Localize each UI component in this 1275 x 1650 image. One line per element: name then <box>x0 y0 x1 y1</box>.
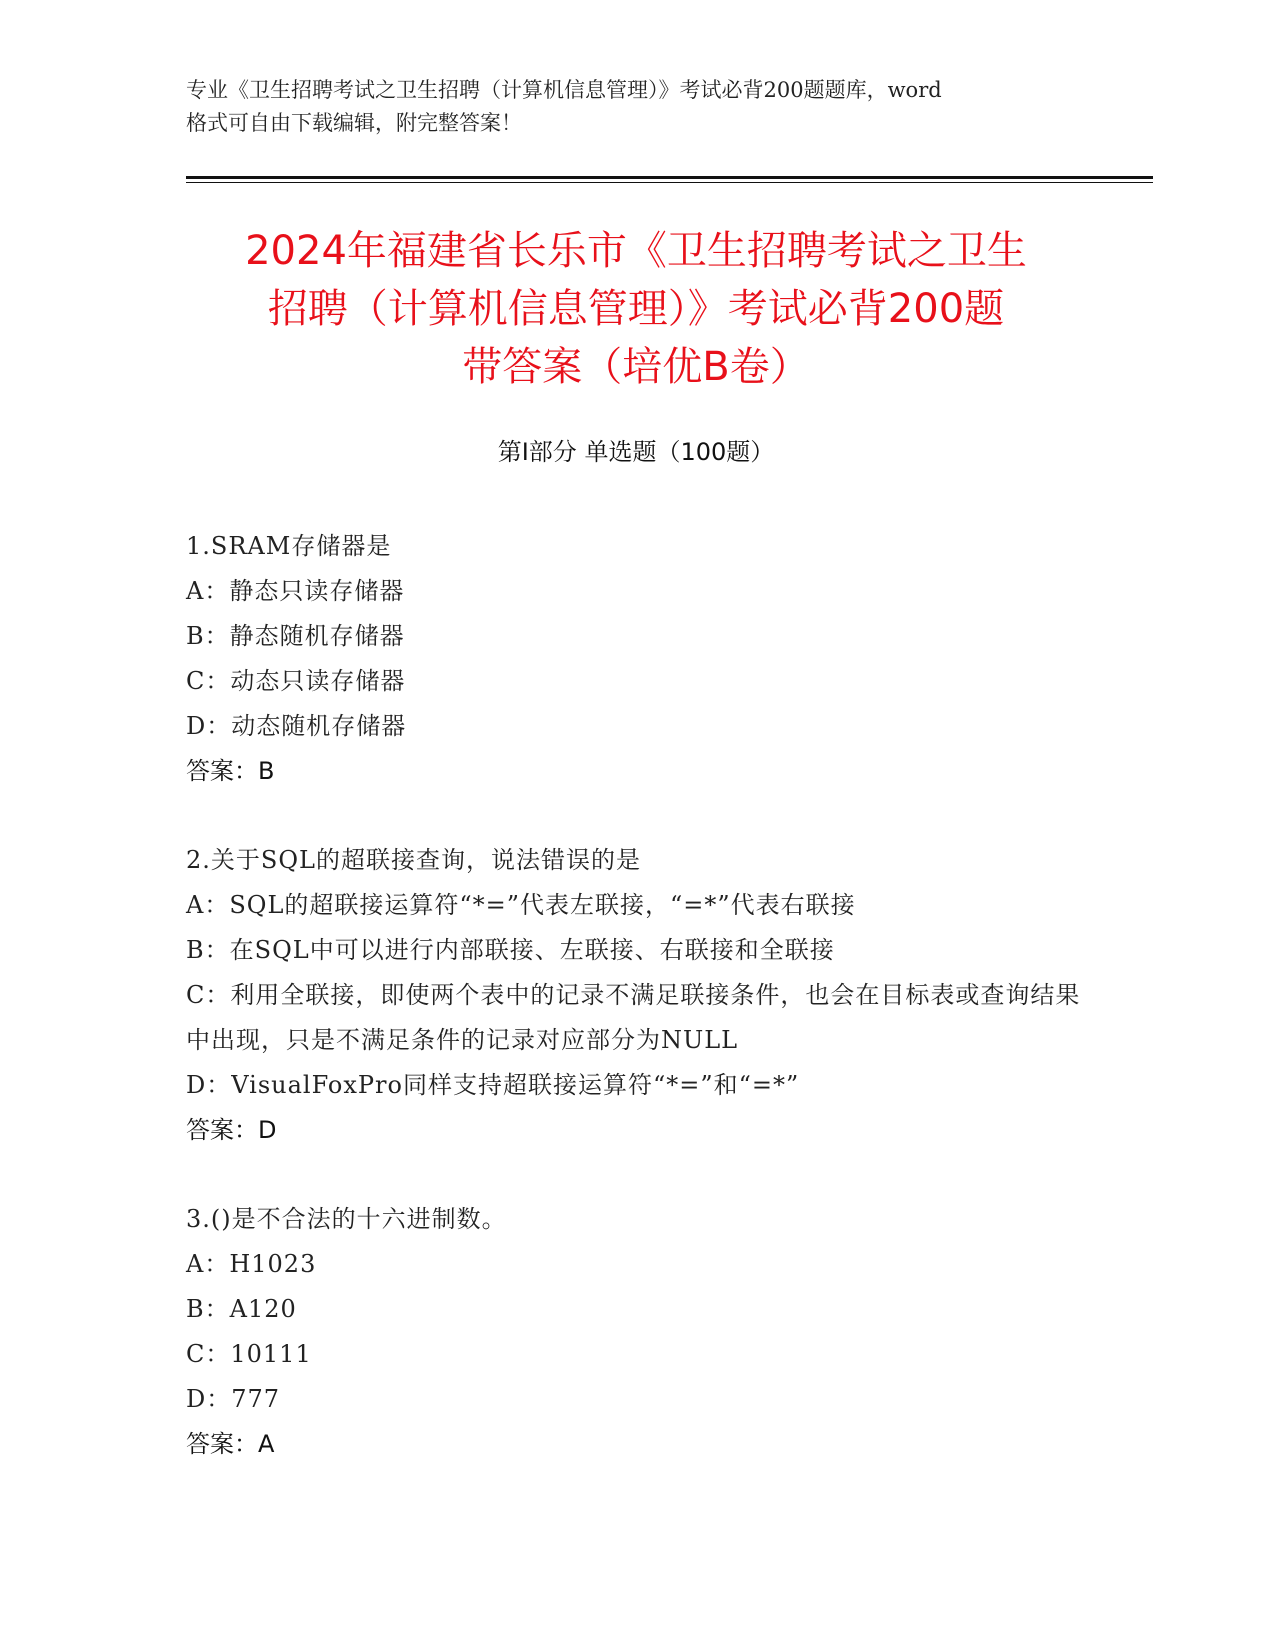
section-title: 第I部分 单选题（100题） <box>497 438 775 466</box>
title-line-1: 2024年福建省长乐市《卫生招聘考试之卫生 <box>245 228 1027 274</box>
option-c: C：动态只读存储器 <box>186 667 406 695</box>
header-note-line-2: 格式可自由下载编辑，附完整答案！ <box>186 111 522 135</box>
header-note <box>186 74 1086 140</box>
header-note-line-1: 专业《卫生招聘考试之卫生招聘（计算机信息管理）》考试必背200题题库，word <box>186 78 942 102</box>
answer-label: 答案：A <box>186 1430 275 1458</box>
option-d: D：VisualFoxPro同样支持超联接运算符“*=”和“=*” <box>186 1071 800 1099</box>
option-a: A：SQL的超联接运算符“*=”代表左联接，“=*”代表右联接 <box>186 891 856 919</box>
option-b: B：在SQL中可以进行内部联接、左联接、右联接和全联接 <box>186 936 835 964</box>
question-stem: 1.SRAM存储器是 <box>186 532 392 560</box>
question-1 <box>186 524 1086 794</box>
question-list <box>186 524 1086 1511</box>
header-rule-thick <box>186 176 1153 179</box>
header-rule-thin <box>186 182 1153 183</box>
option-d: D：777 <box>186 1385 281 1413</box>
option-b: B：A120 <box>186 1295 297 1323</box>
question-2 <box>186 838 1086 1153</box>
option-a: A：静态只读存储器 <box>186 577 405 605</box>
title-line-2: 招聘（计算机信息管理）》考试必背200题 <box>267 286 1005 332</box>
answer-label: 答案：D <box>186 1116 277 1144</box>
option-d: D：动态随机存储器 <box>186 712 407 740</box>
option-c: C：10111 <box>186 1340 312 1368</box>
question-stem: 3.()是不合法的十六进制数。 <box>186 1205 507 1233</box>
option-b: B：静态随机存储器 <box>186 622 405 650</box>
option-c: C：利用全联接，即使两个表中的记录不满足联接条件，也会在目标表或查询结果中出现，只是不满足条件的记录对应部分为NULL <box>186 981 1081 1054</box>
title-line-3: 带答案（培优B卷） <box>462 344 810 390</box>
answer-label: 答案：B <box>186 757 275 785</box>
question-3 <box>186 1197 1086 1467</box>
document-title <box>186 222 1086 396</box>
question-stem: 2.关于SQL的超联接查询，说法错误的是 <box>186 846 641 874</box>
option-a: A：H1023 <box>186 1250 317 1278</box>
